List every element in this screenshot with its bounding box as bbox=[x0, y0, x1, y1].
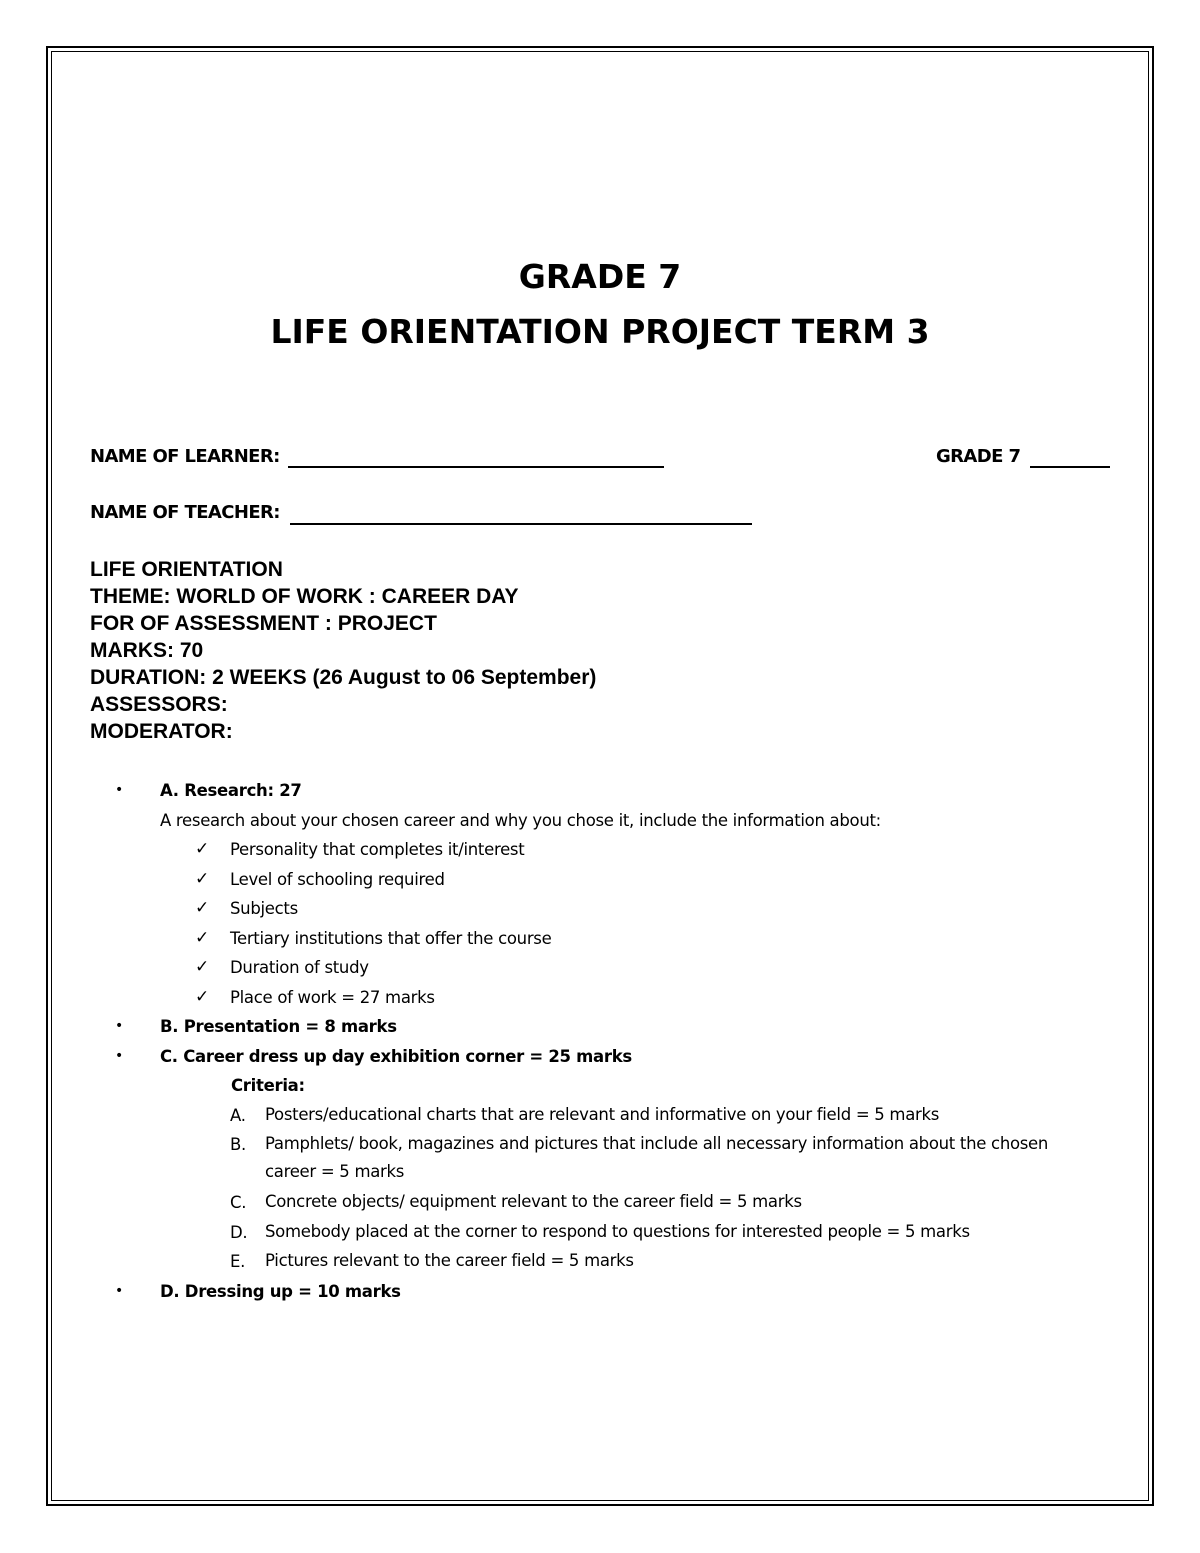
research-item bbox=[115, 953, 1125, 983]
list-item-presentation bbox=[115, 1012, 1125, 1042]
info-assessment-form: FOR OF ASSESSMENT : PROJECT bbox=[90, 612, 437, 635]
research-description: A research about your chosen career and why you chose it, include the information about: bbox=[160, 810, 881, 830]
dressing-title: D. Dressing up = 10 marks bbox=[160, 1281, 401, 1301]
checkmark-icon: ✓ bbox=[195, 927, 209, 948]
grade-label: GRADE 7 bbox=[936, 446, 1021, 467]
research-item bbox=[115, 835, 1125, 865]
criteria-item bbox=[115, 1130, 1125, 1188]
criteria-item bbox=[115, 1247, 1125, 1277]
teacher-name-label: NAME OF TEACHER: bbox=[90, 502, 280, 523]
title-project: LIFE ORIENTATION PROJECT TERM 3 bbox=[270, 312, 930, 351]
research-item-text: Personality that completes it/interest bbox=[230, 840, 525, 859]
research-item bbox=[115, 894, 1125, 924]
research-item-text: Duration of study bbox=[230, 958, 369, 977]
criteria-letter: B. bbox=[230, 1135, 246, 1154]
bullet-icon: • bbox=[115, 1047, 123, 1064]
bullet-icon: • bbox=[115, 782, 123, 798]
criteria-letter: D. bbox=[230, 1222, 248, 1242]
criteria-label: Criteria: bbox=[231, 1076, 305, 1095]
criteria-item bbox=[115, 1218, 1125, 1248]
requirements-list bbox=[115, 776, 1125, 1306]
criteria-letter: E. bbox=[230, 1252, 246, 1271]
learner-name-label: NAME OF LEARNER: bbox=[90, 446, 280, 467]
list-item-research bbox=[115, 776, 1125, 806]
criteria-text: Pamphlets/ book, magazines and pictures that include all necessary information about the chosen career = 5 marks bbox=[265, 1134, 1049, 1181]
info-duration: DURATION: 2 WEEKS (26 August to 06 September) bbox=[90, 666, 597, 689]
research-item-text: Tertiary institutions that offer the course bbox=[230, 928, 552, 948]
research-item-text: Place of work = 27 marks bbox=[230, 987, 435, 1007]
checkmark-icon: ✓ bbox=[195, 868, 209, 889]
grade-line[interactable] bbox=[1030, 466, 1110, 468]
research-item bbox=[115, 983, 1125, 1013]
criteria-letter: C. bbox=[230, 1193, 247, 1212]
criteria-text: Pictures relevant to the career field = 5 marks bbox=[265, 1251, 634, 1270]
checkmark-icon: ✓ bbox=[195, 957, 209, 977]
research-item bbox=[115, 924, 1125, 954]
criteria-item bbox=[115, 1188, 1125, 1218]
checkmark-icon: ✓ bbox=[195, 986, 209, 1007]
checkmark-icon: ✓ bbox=[195, 898, 209, 918]
list-item-dressing bbox=[115, 1277, 1125, 1307]
title-grade: GRADE 7 bbox=[518, 257, 682, 296]
research-title: A. Research: 27 bbox=[160, 781, 302, 800]
exhibition-title: C. Career dress up day exhibition corner = 25 marks bbox=[160, 1046, 632, 1066]
info-marks: MARKS: 70 bbox=[90, 639, 204, 662]
project-info bbox=[90, 556, 596, 745]
info-assessors: ASSESSORS: bbox=[90, 693, 228, 716]
bullet-icon: • bbox=[115, 1282, 123, 1299]
research-item-text: Level of schooling required bbox=[230, 869, 445, 889]
learner-name-line[interactable] bbox=[288, 466, 664, 468]
criteria-text: Posters/educational charts that are relevant and informative on your field = 5 marks bbox=[265, 1104, 940, 1124]
teacher-name-line[interactable] bbox=[290, 523, 752, 525]
criteria-label-row bbox=[115, 1071, 1125, 1101]
research-item bbox=[115, 865, 1125, 895]
research-item-text: Subjects bbox=[230, 899, 298, 918]
criteria-item bbox=[115, 1101, 1125, 1131]
info-subject: LIFE ORIENTATION bbox=[90, 558, 283, 581]
info-moderator: MODERATOR: bbox=[90, 720, 233, 743]
research-description-row bbox=[115, 806, 1125, 836]
criteria-text: Concrete objects/ equipment relevant to the career field = 5 marks bbox=[265, 1192, 802, 1211]
criteria-letter: A. bbox=[230, 1105, 246, 1125]
list-item-exhibition bbox=[115, 1042, 1125, 1072]
info-theme: THEME: WORLD OF WORK : CAREER DAY bbox=[90, 585, 519, 608]
presentation-title: B. Presentation = 8 marks bbox=[160, 1017, 397, 1036]
bullet-icon: • bbox=[115, 1018, 123, 1034]
checkmark-icon: ✓ bbox=[195, 839, 209, 859]
criteria-text: Somebody placed at the corner to respond to questions for interested people = 5 marks bbox=[265, 1221, 970, 1241]
